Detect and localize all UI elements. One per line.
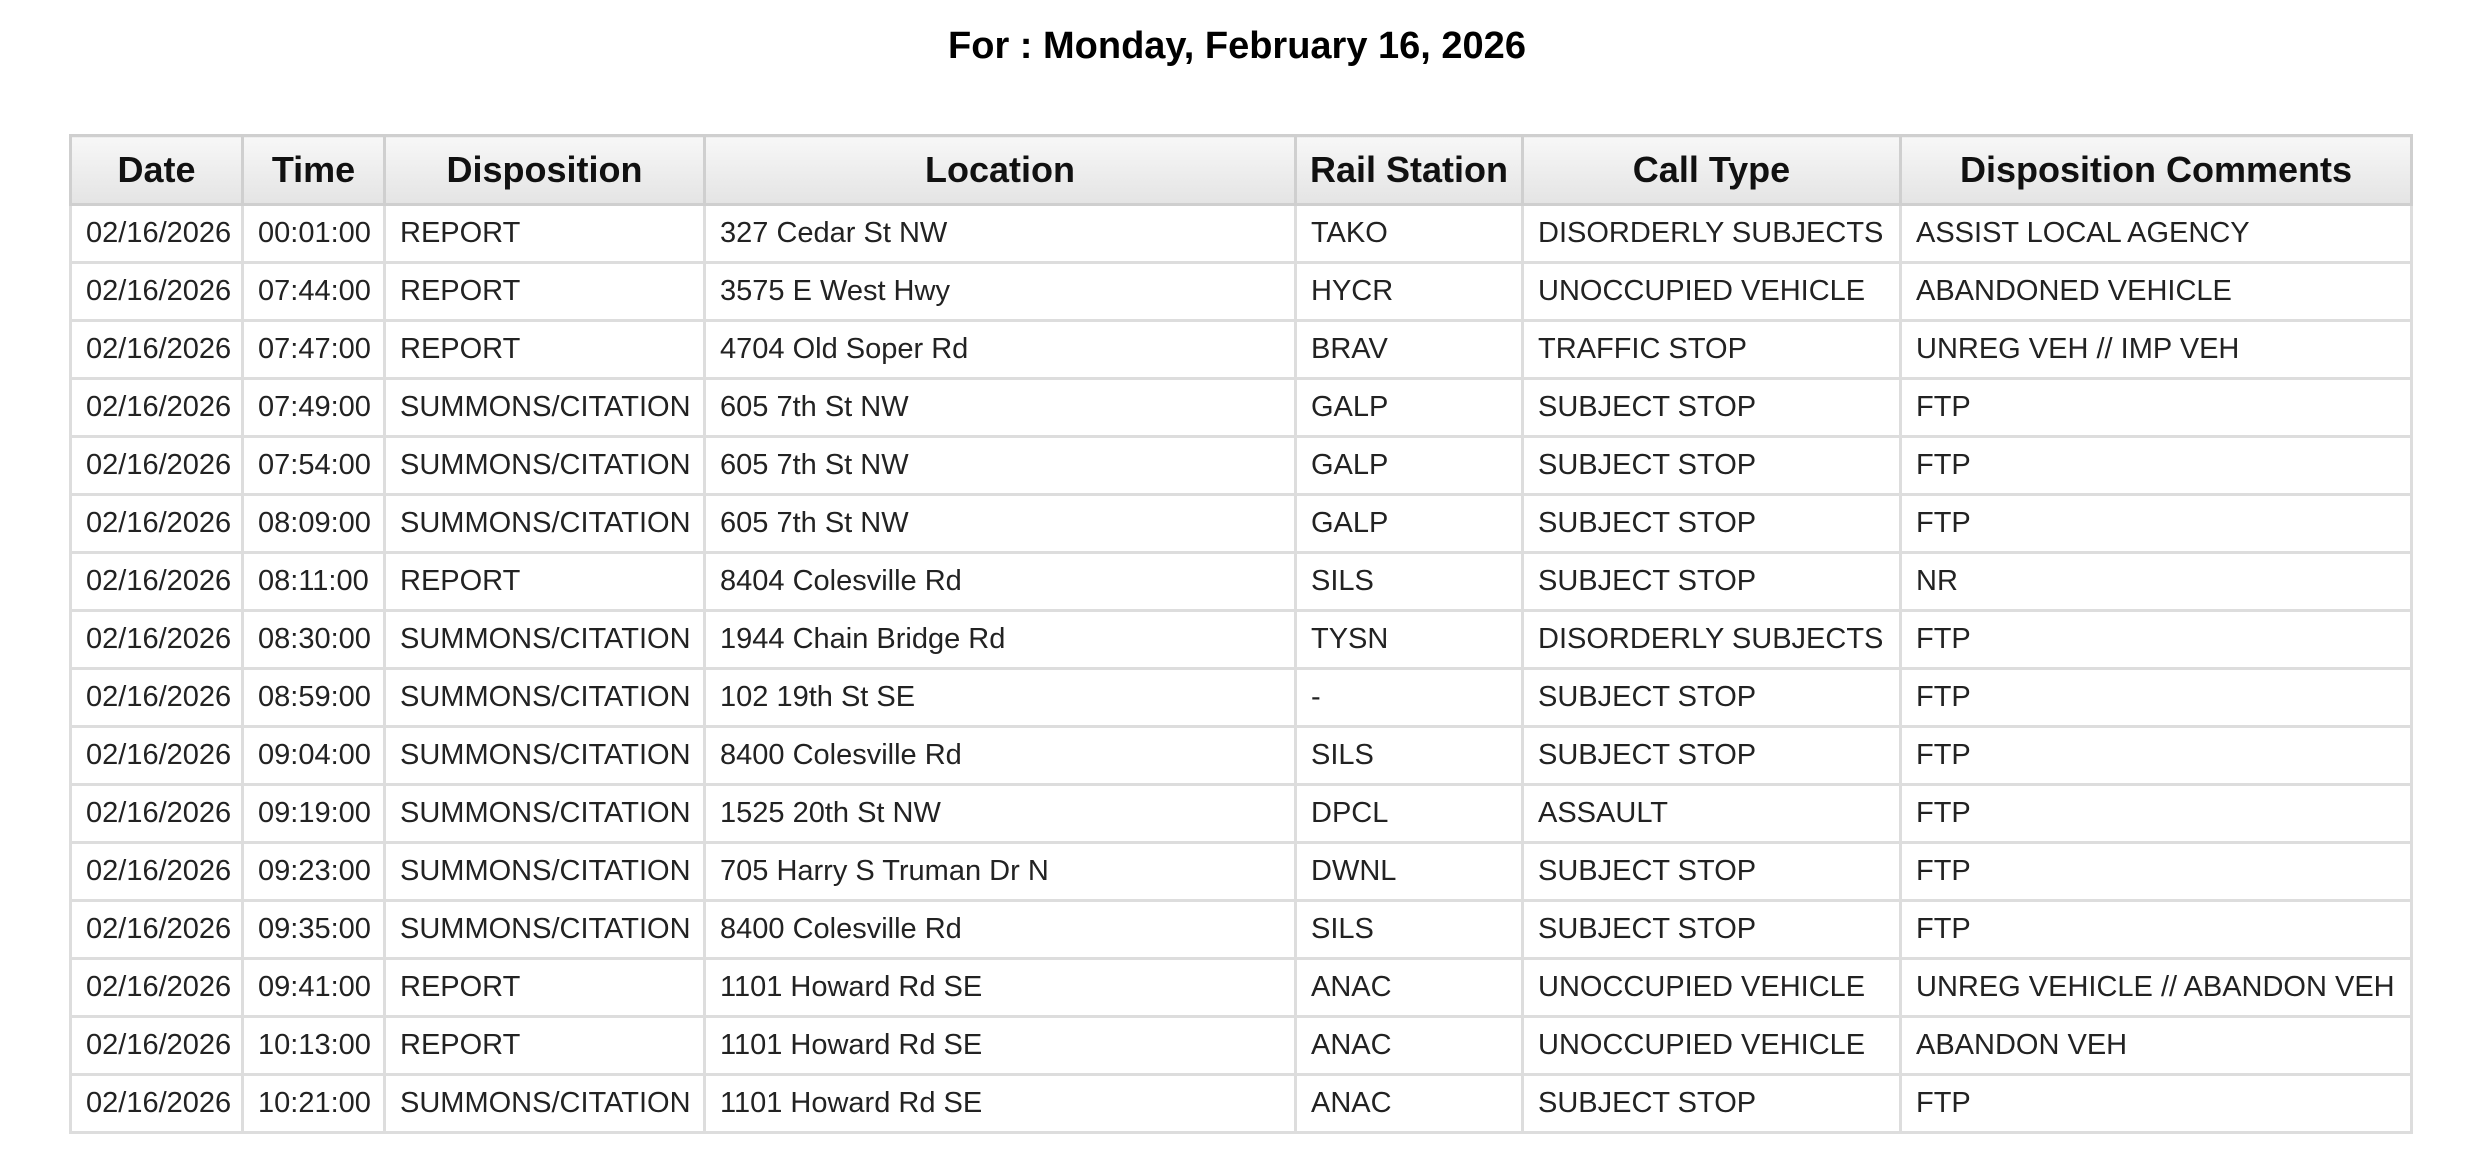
time-cell: 09:35:00 [243, 901, 385, 959]
rail-station-cell: SILS [1296, 727, 1523, 785]
column-header-time: Time [243, 136, 385, 205]
rail-station-cell: ANAC [1296, 1075, 1523, 1133]
date-cell: 02/16/2026 [71, 843, 243, 901]
time-cell: 10:21:00 [243, 1075, 385, 1133]
time-cell: 00:01:00 [243, 205, 385, 263]
time-cell: 07:49:00 [243, 379, 385, 437]
location-cell: 605 7th St NW [705, 437, 1296, 495]
table-header-row [71, 136, 2412, 205]
disposition-cell: SUMMONS/CITATION [385, 843, 705, 901]
rail-station-cell: - [1296, 669, 1523, 727]
date-cell: 02/16/2026 [71, 437, 243, 495]
table-row [71, 1075, 2412, 1133]
disposition-comments-cell: FTP [1901, 785, 2412, 843]
disposition-cell: SUMMONS/CITATION [385, 495, 705, 553]
call-type-cell: DISORDERLY SUBJECTS [1523, 205, 1901, 263]
disposition-cell: SUMMONS/CITATION [385, 669, 705, 727]
disposition-comments-cell: ABANDON VEH [1901, 1017, 2412, 1075]
table-row [71, 263, 2412, 321]
table-row [71, 669, 2412, 727]
table-row [71, 901, 2412, 959]
time-cell: 08:59:00 [243, 669, 385, 727]
rail-station-cell: ANAC [1296, 1017, 1523, 1075]
date-cell: 02/16/2026 [71, 1017, 243, 1075]
report-table-container [69, 134, 2410, 1134]
date-cell: 02/16/2026 [71, 669, 243, 727]
date-cell: 02/16/2026 [71, 901, 243, 959]
location-cell: 8400 Colesville Rd [705, 901, 1296, 959]
page-title: For : Monday, February 16, 2026 [948, 25, 1526, 67]
date-cell: 02/16/2026 [71, 321, 243, 379]
date-cell: 02/16/2026 [71, 495, 243, 553]
call-type-cell: SUBJECT STOP [1523, 495, 1901, 553]
disposition-comments-cell: UNREG VEHICLE // ABANDON VEH [1901, 959, 2412, 1017]
location-cell: 605 7th St NW [705, 495, 1296, 553]
time-cell: 09:04:00 [243, 727, 385, 785]
rail-station-cell: SILS [1296, 553, 1523, 611]
column-header-call-type: Call Type [1523, 136, 1901, 205]
location-cell: 1944 Chain Bridge Rd [705, 611, 1296, 669]
table-row [71, 785, 2412, 843]
call-type-cell: SUBJECT STOP [1523, 553, 1901, 611]
table-body [71, 205, 2412, 1133]
rail-station-cell: SILS [1296, 901, 1523, 959]
column-header-date: Date [71, 136, 243, 205]
rail-station-cell: BRAV [1296, 321, 1523, 379]
table-row [71, 611, 2412, 669]
call-type-cell: UNOCCUPIED VEHICLE [1523, 959, 1901, 1017]
rail-station-cell: GALP [1296, 437, 1523, 495]
date-cell: 02/16/2026 [71, 727, 243, 785]
disposition-cell: SUMMONS/CITATION [385, 1075, 705, 1133]
call-type-cell: UNOCCUPIED VEHICLE [1523, 263, 1901, 321]
location-cell: 3575 E West Hwy [705, 263, 1296, 321]
location-cell: 4704 Old Soper Rd [705, 321, 1296, 379]
column-header-rail-station: Rail Station [1296, 136, 1523, 205]
rail-station-cell: ANAC [1296, 959, 1523, 1017]
disposition-comments-cell: FTP [1901, 901, 2412, 959]
call-type-cell: TRAFFIC STOP [1523, 321, 1901, 379]
date-cell: 02/16/2026 [71, 379, 243, 437]
rail-station-cell: DPCL [1296, 785, 1523, 843]
location-cell: 102 19th St SE [705, 669, 1296, 727]
call-type-cell: SUBJECT STOP [1523, 669, 1901, 727]
call-type-cell: SUBJECT STOP [1523, 843, 1901, 901]
call-type-cell: DISORDERLY SUBJECTS [1523, 611, 1901, 669]
disposition-cell: SUMMONS/CITATION [385, 437, 705, 495]
location-cell: 1101 Howard Rd SE [705, 1075, 1296, 1133]
time-cell: 09:41:00 [243, 959, 385, 1017]
time-cell: 08:11:00 [243, 553, 385, 611]
location-cell: 1525 20th St NW [705, 785, 1296, 843]
time-cell: 07:47:00 [243, 321, 385, 379]
rail-station-cell: GALP [1296, 379, 1523, 437]
time-cell: 08:09:00 [243, 495, 385, 553]
rail-station-cell: GALP [1296, 495, 1523, 553]
date-cell: 02/16/2026 [71, 785, 243, 843]
location-cell: 1101 Howard Rd SE [705, 1017, 1296, 1075]
report-table [69, 134, 2413, 1134]
call-type-cell: SUBJECT STOP [1523, 727, 1901, 785]
date-cell: 02/16/2026 [71, 263, 243, 321]
time-cell: 07:54:00 [243, 437, 385, 495]
date-cell: 02/16/2026 [71, 1075, 243, 1133]
call-type-cell: UNOCCUPIED VEHICLE [1523, 1017, 1901, 1075]
column-header-location: Location [705, 136, 1296, 205]
table-row [71, 437, 2412, 495]
table-row [71, 959, 2412, 1017]
call-type-cell: SUBJECT STOP [1523, 1075, 1901, 1133]
disposition-cell: REPORT [385, 263, 705, 321]
disposition-comments-cell: FTP [1901, 379, 2412, 437]
table-row [71, 553, 2412, 611]
rail-station-cell: HYCR [1296, 263, 1523, 321]
column-header-disposition: Disposition [385, 136, 705, 205]
disposition-comments-cell: UNREG VEH // IMP VEH [1901, 321, 2412, 379]
call-type-cell: SUBJECT STOP [1523, 437, 1901, 495]
time-cell: 10:13:00 [243, 1017, 385, 1075]
disposition-cell: SUMMONS/CITATION [385, 901, 705, 959]
disposition-comments-cell: FTP [1901, 843, 2412, 901]
location-cell: 705 Harry S Truman Dr N [705, 843, 1296, 901]
call-type-cell: SUBJECT STOP [1523, 901, 1901, 959]
table-row [71, 495, 2412, 553]
rail-station-cell: TAKO [1296, 205, 1523, 263]
date-cell: 02/16/2026 [71, 959, 243, 1017]
disposition-cell: REPORT [385, 1017, 705, 1075]
time-cell: 09:23:00 [243, 843, 385, 901]
disposition-comments-cell: ABANDONED VEHICLE [1901, 263, 2412, 321]
time-cell: 07:44:00 [243, 263, 385, 321]
rail-station-cell: DWNL [1296, 843, 1523, 901]
disposition-comments-cell: FTP [1901, 727, 2412, 785]
date-cell: 02/16/2026 [71, 611, 243, 669]
disposition-cell: REPORT [385, 205, 705, 263]
disposition-cell: REPORT [385, 553, 705, 611]
disposition-comments-cell: FTP [1901, 437, 2412, 495]
disposition-cell: SUMMONS/CITATION [385, 611, 705, 669]
disposition-comments-cell: ASSIST LOCAL AGENCY [1901, 205, 2412, 263]
disposition-comments-cell: FTP [1901, 611, 2412, 669]
disposition-comments-cell: NR [1901, 553, 2412, 611]
column-header-disposition-comments: Disposition Comments [1901, 136, 2412, 205]
time-cell: 08:30:00 [243, 611, 385, 669]
disposition-cell: REPORT [385, 959, 705, 1017]
table-row [71, 379, 2412, 437]
call-type-cell: SUBJECT STOP [1523, 379, 1901, 437]
table-row [71, 321, 2412, 379]
table-row [71, 1017, 2412, 1075]
disposition-cell: SUMMONS/CITATION [385, 727, 705, 785]
date-cell: 02/16/2026 [71, 553, 243, 611]
location-cell: 8400 Colesville Rd [705, 727, 1296, 785]
date-cell: 02/16/2026 [71, 205, 243, 263]
table-row [71, 843, 2412, 901]
disposition-cell: REPORT [385, 321, 705, 379]
rail-station-cell: TYSN [1296, 611, 1523, 669]
disposition-cell: SUMMONS/CITATION [385, 785, 705, 843]
disposition-comments-cell: FTP [1901, 669, 2412, 727]
disposition-cell: SUMMONS/CITATION [385, 379, 705, 437]
location-cell: 8404 Colesville Rd [705, 553, 1296, 611]
call-type-cell: ASSAULT [1523, 785, 1901, 843]
table-row [71, 205, 2412, 263]
location-cell: 327 Cedar St NW [705, 205, 1296, 263]
location-cell: 605 7th St NW [705, 379, 1296, 437]
disposition-comments-cell: FTP [1901, 1075, 2412, 1133]
disposition-comments-cell: FTP [1901, 495, 2412, 553]
time-cell: 09:19:00 [243, 785, 385, 843]
location-cell: 1101 Howard Rd SE [705, 959, 1296, 1017]
table-row [71, 727, 2412, 785]
